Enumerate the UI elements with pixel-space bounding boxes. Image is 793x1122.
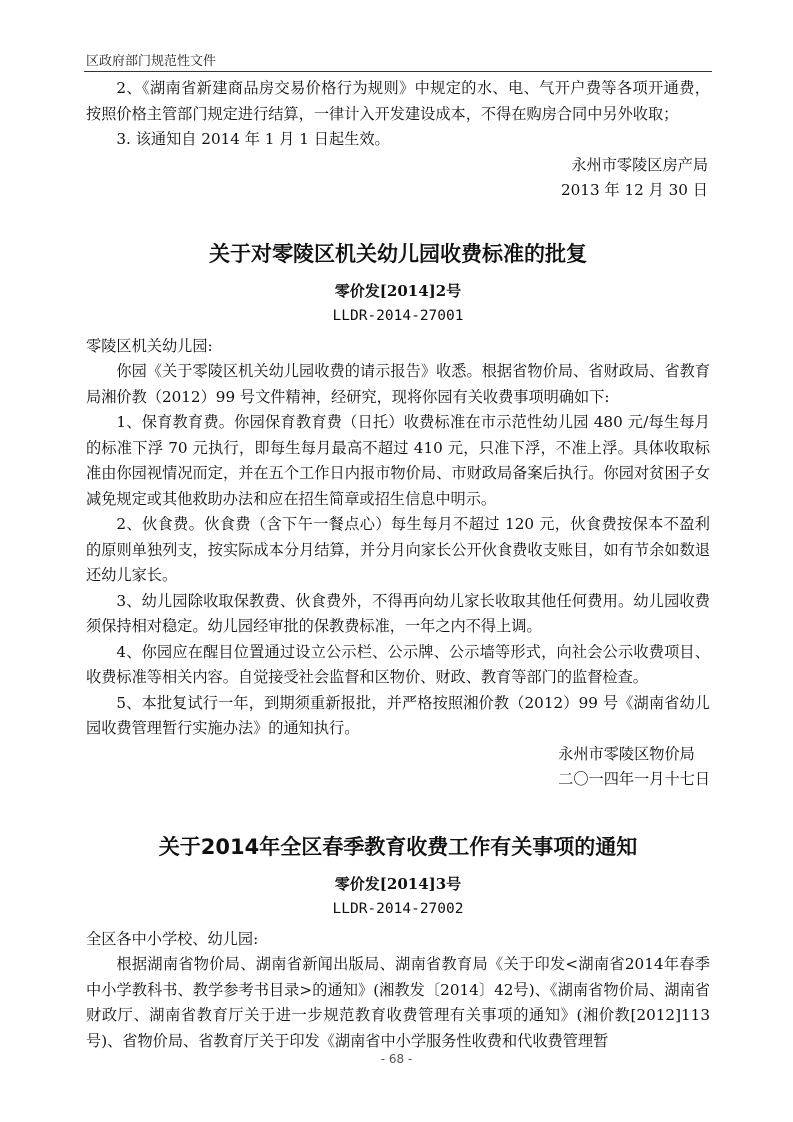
- paragraph: 根据湖南省物价局、湖南省新闻出版局、湖南省教育局《关于印发<湖南省2014年春季中小学教科书、教学参考书目录>的通知》(湘教发〔2014〕42号)、《湖南省物价局、湖南省财政厅、湖南省教育厅关于进一步规范教育收费管理有关事项的通知》(湘价教[2012]113号)、省物价局、省教育厅关于印发《湖南省中小学服务性收费和代收费管理暂: [86, 955, 710, 1050]
- paragraph: 2、伙食费。伙食费（含下午一餐点心）每生每月不超过 120 元，伙食费按保本不盈利的原则单独列支，按实际成本分月结算，并分月向家长公开伙食费收支账目，如有节余如数退还幼儿家长。: [86, 515, 710, 584]
- document-number: 零价发[2014]3号: [334, 874, 462, 893]
- paragraph: 5、本批复试行一年，到期须重新报批，并严格按照湘价教（2012）99 号《湖南省幼儿园收费管理暂行实施办法》的通知执行。: [86, 693, 710, 737]
- registration-code: LLDR-2014-27001: [332, 307, 464, 324]
- addressee: 全区各中小学校、幼儿园:: [86, 929, 259, 948]
- signer: 永州市零陵区物价局: [558, 744, 695, 763]
- signer: 永州市零陵区房产局: [571, 155, 708, 174]
- registration-code: LLDR-2014-27002: [332, 900, 464, 917]
- paragraph: 1、保育教育费。你园保育教育费（日托）收费标准在市示范性幼儿园 480 元/每生每月的标准下浮 70 元执行，即每生每月最高不超过 410 元，只准下浮，不准上浮。具体收取标准由你园视情况而定，并在五个工作日内报市物价局、市财政局备案后执行。你园对贫困子女减免规定或其他救助办法和应在招生简章或招生信息中明示。: [86, 413, 710, 508]
- signing-date: 2013 年 12 月 30 日: [560, 181, 708, 199]
- document-reply: [86, 238, 710, 793]
- document-body: [86, 76, 710, 1054]
- signing-date: 二〇一四年一月十七日: [558, 770, 710, 788]
- header-title: 区政府部门规范性文件: [86, 54, 217, 69]
- paragraph: 4、你园应在醒目位置通过设立公示栏、公示牌、公示墙等形式，向社会公示收费项目、收费标准等相关内容。自觉接受社会监督和区物价、财政、教育等部门的监督检查。: [86, 642, 710, 686]
- list-item: 2、《湖南省新建商品房交易价格行为规则》中规定的水、电、气开户费等各项开通费，按照价格主管部门规定进行结算，一律计入开发建设成本，不得在购房合同中另外收取；: [86, 79, 710, 123]
- paragraph: 你园《关于零陵区机关幼儿园收费的请示报告》收悉。根据省物价局、省财政局、省教育局湘价教（2012）99 号文件精神，经研究，现将你园有关收费事项明确如下:: [86, 362, 710, 406]
- document-title: 关于对零陵区机关幼儿园收费标准的批复: [209, 241, 587, 266]
- document-notice: [86, 831, 710, 1055]
- signature-block: [86, 742, 710, 793]
- document-title: 关于2014年全区春季教育收费工作有关事项的通知: [158, 834, 638, 859]
- document-number: 零价发[2014]2号: [334, 281, 462, 300]
- paragraph: 3、幼儿园除收取保教费、伙食费外，不得再向幼儿家长收取其他任何费用。幼儿园收费须保持相对稳定。幼儿园经审批的保教费标准，一年之内不得上调。: [86, 591, 710, 635]
- addressee: 零陵区机关幼儿园:: [86, 336, 213, 355]
- page-number: - 68 -: [380, 1052, 413, 1066]
- previous-notice-tail: [86, 76, 710, 204]
- header-rule: [84, 71, 712, 72]
- list-item: 3. 该通知自 2014 年 1 月 1 日起生效。: [116, 130, 390, 148]
